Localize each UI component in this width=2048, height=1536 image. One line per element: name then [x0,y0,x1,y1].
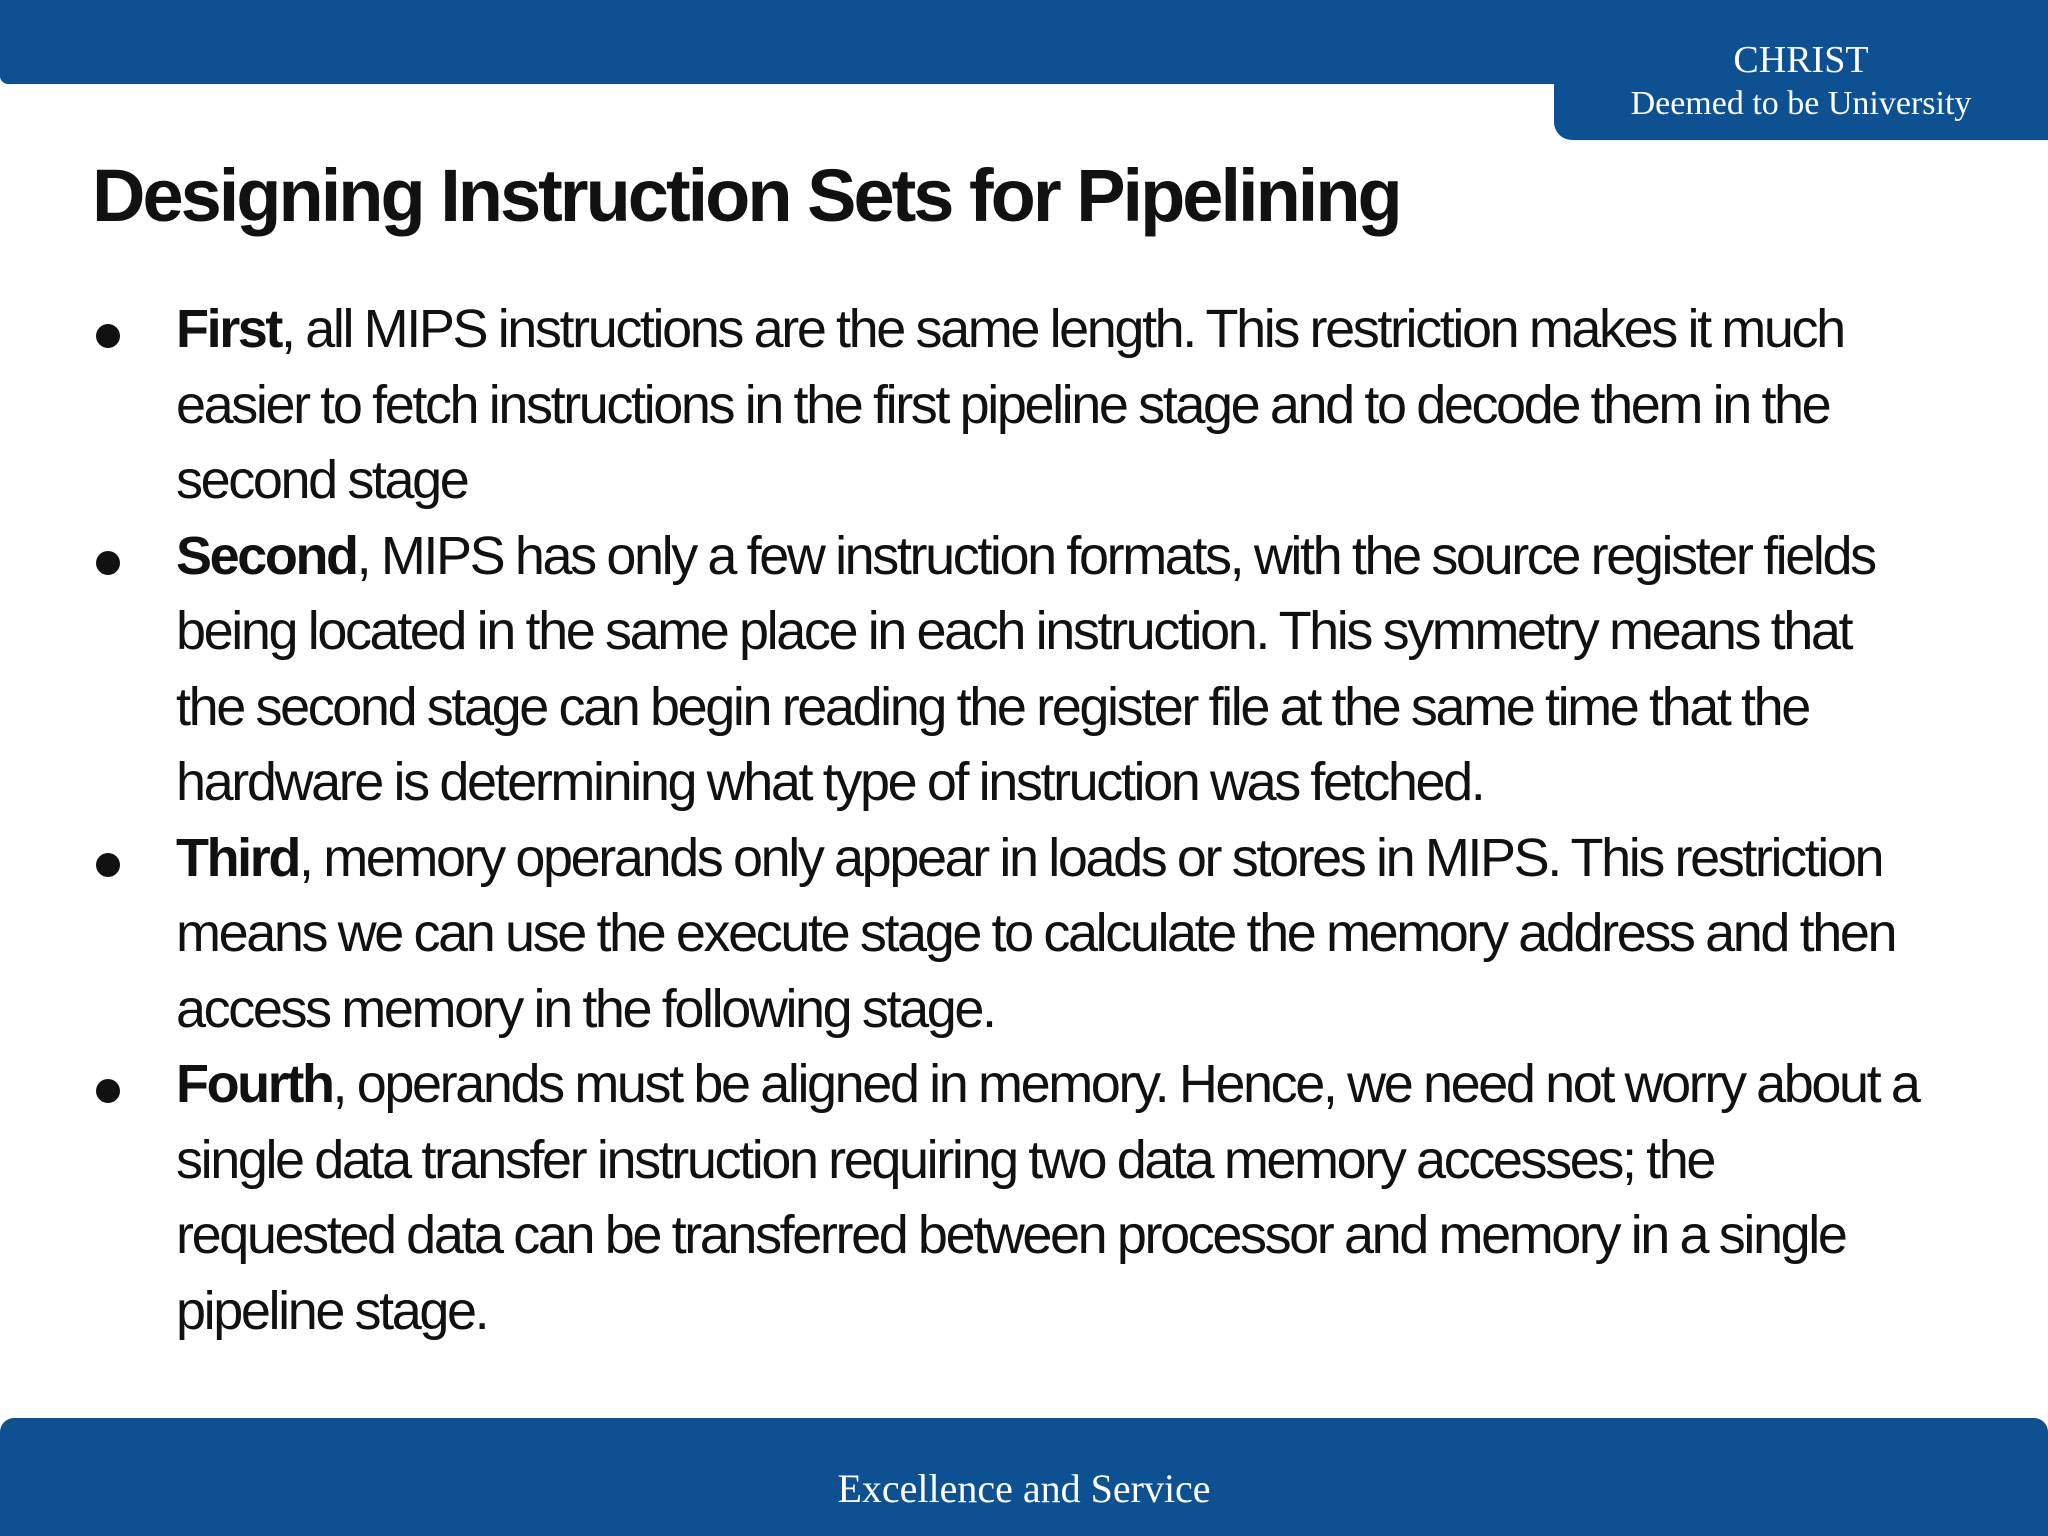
university-brand-tab [1554,0,2048,140]
bullet-lead-first: First [176,299,282,359]
bullet-text-third: , memory operands only appear in loads or stores in MIPS. This restriction means we can use the execute stage to calculate the memory address and then access memory in the following stage. [176,827,1896,1039]
university-name: CHRIST [1733,39,1869,81]
slide-title: Designing Instruction Sets for Pipelining [92,154,1400,237]
bullet-item-third [90,821,1930,1048]
bullet-lead-fourth: Fourth [176,1054,333,1114]
footer-bar [0,1418,2048,1536]
bullet-dot-icon [96,551,120,575]
bullet-dot-icon [96,1079,120,1103]
bullet-item-first [90,292,1930,519]
bullet-lead-third: Third [176,827,299,888]
bullet-text-fourth: , operands must be aligned in memory. Hence, we need not worry about a single data transfer instruction requiring two data memory accesses; the requested data can be transferred between processor and memory in a single pipeline stage. [176,1054,1919,1341]
bullet-text-first: , all MIPS instructions are the same length. This restriction makes it much easier to fetch instructions in the first pipeline stage and to decode them in the second stage [176,299,1844,510]
bullet-item-second [90,519,1930,821]
university-subtitle: Deemed to be University [1630,85,1972,122]
bullet-dot-icon [96,324,120,348]
bullet-lead-second: Second [176,525,357,586]
bullet-dot-icon [96,853,120,877]
footer-motto: Excellence and Service [837,1466,1211,1511]
bullet-text-second: , MIPS has only a few instruction formats, with the source register fields being located in the same place in each instruction. This symmetry means that the second stage can begin reading the register file at the same time that the hardware is determining what type of instruction was fetched. [176,525,1875,812]
bullet-item-fourth [90,1047,1930,1349]
bullet-list [90,292,1930,1349]
